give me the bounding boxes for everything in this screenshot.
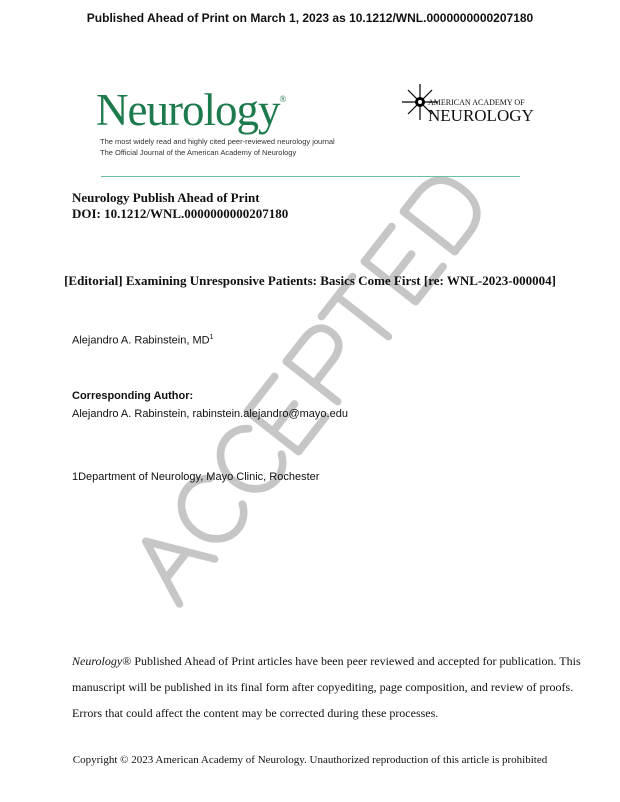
journal-name: Neurology xyxy=(72,654,123,668)
published-ahead-header: Published Ahead of Print on March 1, 2023 as 10.1212/WNL.0000000000207180 xyxy=(86,11,534,25)
accepted-watermark xyxy=(119,155,501,613)
tagline: The most widely read and highly cited peer-reviewed neurology journal xyxy=(100,137,335,146)
notice-line-3: Errors that could affect the content may be corrected during these processes. xyxy=(72,706,439,720)
tagline-official: The Official Journal of the American Academy of Neurology xyxy=(100,148,297,157)
notice-line-2: manuscript will be published in its final form after copyediting, page composition, and review of proofs. xyxy=(72,680,574,694)
logo-reg: ® xyxy=(279,94,286,104)
notice-line-1 xyxy=(72,654,581,669)
copyright: Copyright © 2023 American Academy of Neurology. Unauthorized reproduction of this article is prohibited xyxy=(72,754,548,766)
logo-text: Neurology xyxy=(96,85,280,135)
author-affiliation-mark: 1 xyxy=(209,334,214,341)
aan-line2: NEUROLOGY xyxy=(428,106,534,125)
author-name: Alejandro A. Rabinstein, MD xyxy=(72,334,210,347)
article-title: [Editorial] Examining Unresponsive Patients: Basics Come First [re: WNL-2023-000004] xyxy=(64,273,556,288)
publish-ahead-label: Neurology Publish Ahead of Print xyxy=(72,190,260,205)
corresponding-author: Alejandro A. Rabinstein, rabinstein.alejandro@mayo.edu xyxy=(72,408,348,420)
doi: DOI: 10.1212/WNL.0000000000207180 xyxy=(72,206,289,221)
author xyxy=(72,334,213,347)
neurology-logo xyxy=(96,84,285,136)
affiliation: 1Department of Neurology, Mayo Clinic, Rochester xyxy=(72,471,320,483)
corresponding-author-label: Corresponding Author: xyxy=(72,390,194,402)
header-divider xyxy=(101,176,520,177)
aan-line1: AMERICAN ACADEMY OF xyxy=(428,98,525,107)
notice-text: ® Published Ahead of Print articles have been peer reviewed and accepted for publication. This xyxy=(122,654,581,668)
